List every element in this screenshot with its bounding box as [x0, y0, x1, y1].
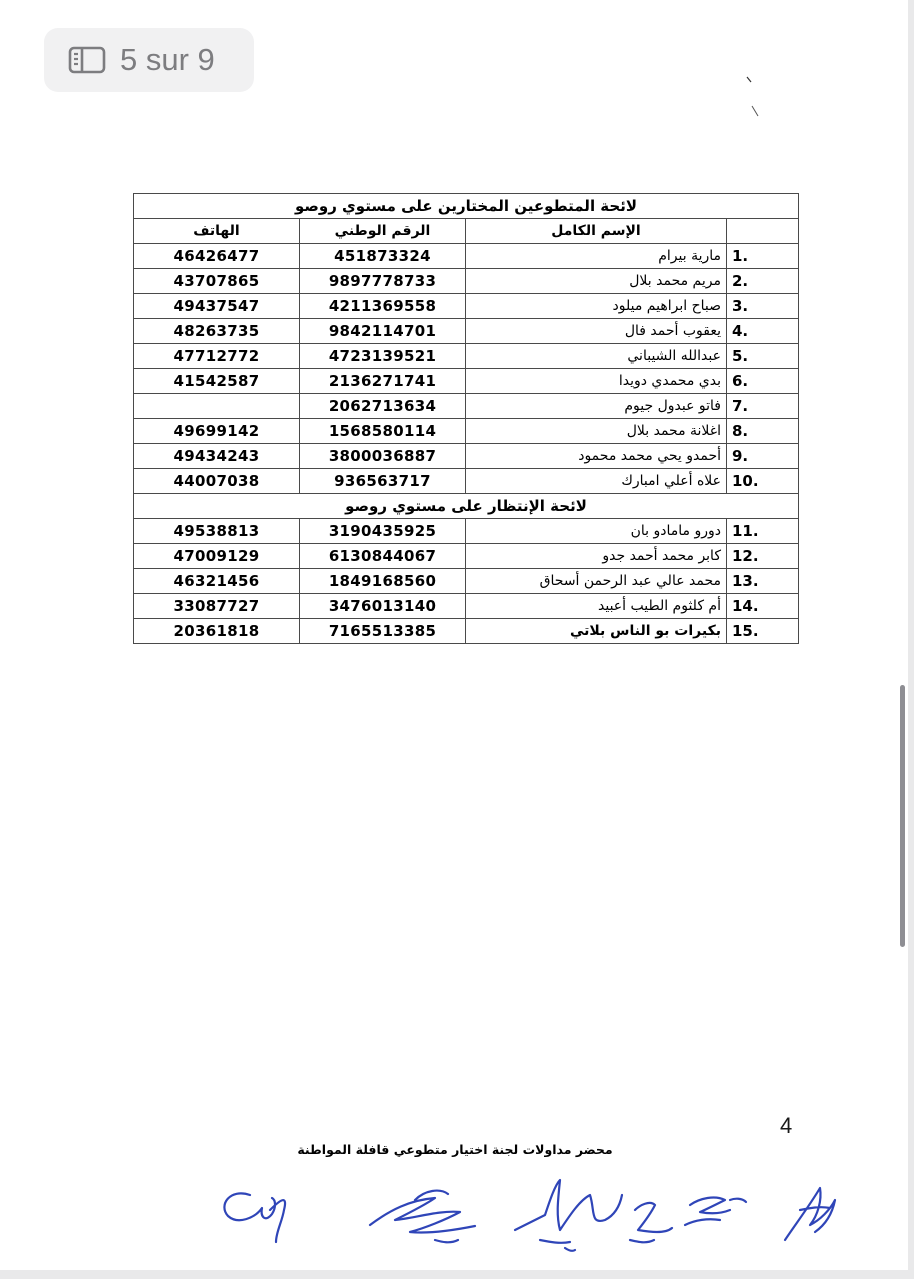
row-index-cell: 8. [727, 419, 799, 444]
waitlist-title: لائحة الإنتظار على مستوي روصو [134, 494, 799, 519]
row-index-cell: 10. [727, 469, 799, 494]
phone-cell: 46426477 [134, 244, 300, 269]
row-index-cell: 12. [727, 544, 799, 569]
table-row [134, 619, 799, 644]
volunteers-table [133, 193, 799, 644]
full-name-cell: أم كلثوم الطيب أعبيد [466, 594, 727, 619]
full-name-cell: كابر محمد أحمد جدو [466, 544, 727, 569]
phone-cell: 33087727 [134, 594, 300, 619]
row-index-cell: 11. [727, 519, 799, 544]
phone-cell: 49437547 [134, 294, 300, 319]
header-national-id: الرقم الوطني [300, 219, 466, 244]
full-name-cell: فاتو عبدول جيوم [466, 394, 727, 419]
header-phone: الهاتف [134, 219, 300, 244]
selected-list-title: لائحة المتطوعين المختارين على مستوي روصو [134, 194, 799, 219]
table-row [134, 244, 799, 269]
phone-cell: 46321456 [134, 569, 300, 594]
table-row [134, 269, 799, 294]
table-header-row [134, 219, 799, 244]
viewer-bottom-edge [0, 1270, 914, 1279]
row-index-cell: 7. [727, 394, 799, 419]
waitlist-title-row [134, 494, 799, 519]
header-full-name: الإسم الكامل [466, 219, 727, 244]
viewer-right-edge [908, 0, 914, 1279]
table-row [134, 319, 799, 344]
full-name-cell: محمد عالي عبد الرحمن أسحاق [466, 569, 727, 594]
national-id-cell: 2136271741 [300, 369, 466, 394]
national-id-cell: 451873324 [300, 244, 466, 269]
signature-4 [630, 1203, 672, 1242]
vertical-scrollbar[interactable] [900, 685, 905, 947]
phone-cell: 43707865 [134, 269, 300, 294]
signature-5 [685, 1198, 746, 1225]
phone-cell: 44007038 [134, 469, 300, 494]
national-id-cell: 936563717 [300, 469, 466, 494]
national-id-cell: 4211369558 [300, 294, 466, 319]
table-row [134, 569, 799, 594]
table-row [134, 594, 799, 619]
national-id-cell: 1849168560 [300, 569, 466, 594]
page-indicator-label: 5 sur 9 [120, 42, 215, 77]
stray-pen-mark [746, 76, 760, 120]
full-name-cell: مريم محمد بلال [466, 269, 727, 294]
national-id-cell: 2062713634 [300, 394, 466, 419]
table-row [134, 519, 799, 544]
row-index-cell: 6. [727, 369, 799, 394]
full-name-cell: مارية بيرام [466, 244, 727, 269]
full-name-cell: يعقوب أحمد فال [466, 319, 727, 344]
national-id-cell: 3190435925 [300, 519, 466, 544]
row-index-cell: 9. [727, 444, 799, 469]
row-index-cell: 4. [727, 319, 799, 344]
phone-cell: 49699142 [134, 419, 300, 444]
table-row [134, 344, 799, 369]
national-id-cell: 6130844067 [300, 544, 466, 569]
national-id-cell: 3476013140 [300, 594, 466, 619]
full-name-cell: علاه أعلي امبارك [466, 469, 727, 494]
national-id-cell: 4723139521 [300, 344, 466, 369]
sidebar-pages-icon [68, 46, 106, 74]
national-id-cell: 9842114701 [300, 319, 466, 344]
phone-cell [134, 394, 300, 419]
footer-caption: محضر مداولات لجنة اختيار متطوعي قافلة المواطنة [297, 1142, 613, 1157]
table-row [134, 444, 799, 469]
national-id-cell: 7165513385 [300, 619, 466, 644]
national-id-cell: 3800036887 [300, 444, 466, 469]
page-number: 4 [780, 1113, 793, 1138]
row-index-cell: 3. [727, 294, 799, 319]
phone-cell: 47712772 [134, 344, 300, 369]
table-row [134, 469, 799, 494]
row-index-cell: 13. [727, 569, 799, 594]
header-index [727, 219, 799, 244]
signature-3 [515, 1180, 622, 1251]
full-name-cell: أحمدو يحي محمد محمود [466, 444, 727, 469]
row-index-cell: 15. [727, 619, 799, 644]
row-index-cell: 2. [727, 269, 799, 294]
phone-cell: 20361818 [134, 619, 300, 644]
phone-cell: 48263735 [134, 319, 300, 344]
table-row [134, 394, 799, 419]
table-row [134, 294, 799, 319]
table-row [134, 369, 799, 394]
full-name-cell: صباح ابراهيم ميلود [466, 294, 727, 319]
full-name-cell: عبدالله الشيباني [466, 344, 727, 369]
table-row [134, 419, 799, 444]
phone-cell: 47009129 [134, 544, 300, 569]
national-id-cell: 1568580114 [300, 419, 466, 444]
full-name-cell: دورو مامادو بان [466, 519, 727, 544]
signature-6 [785, 1188, 835, 1240]
volunteers-table-body [134, 194, 799, 644]
signature-2 [370, 1191, 475, 1243]
full-name-cell: اغلانة محمد بلال [466, 419, 727, 444]
row-index-cell: 5. [727, 344, 799, 369]
signature-1 [224, 1193, 285, 1242]
full-name-cell: بكيرات بو الناس بلاتي [466, 619, 727, 644]
phone-cell: 49434243 [134, 444, 300, 469]
table-title-row [134, 194, 799, 219]
signatures-area [210, 1170, 860, 1265]
row-index-cell: 1. [727, 244, 799, 269]
table-row [134, 544, 799, 569]
page-indicator-button[interactable] [44, 28, 254, 92]
national-id-cell: 9897778733 [300, 269, 466, 294]
phone-cell: 49538813 [134, 519, 300, 544]
row-index-cell: 14. [727, 594, 799, 619]
phone-cell: 41542587 [134, 369, 300, 394]
full-name-cell: بدي محمدي دويدا [466, 369, 727, 394]
